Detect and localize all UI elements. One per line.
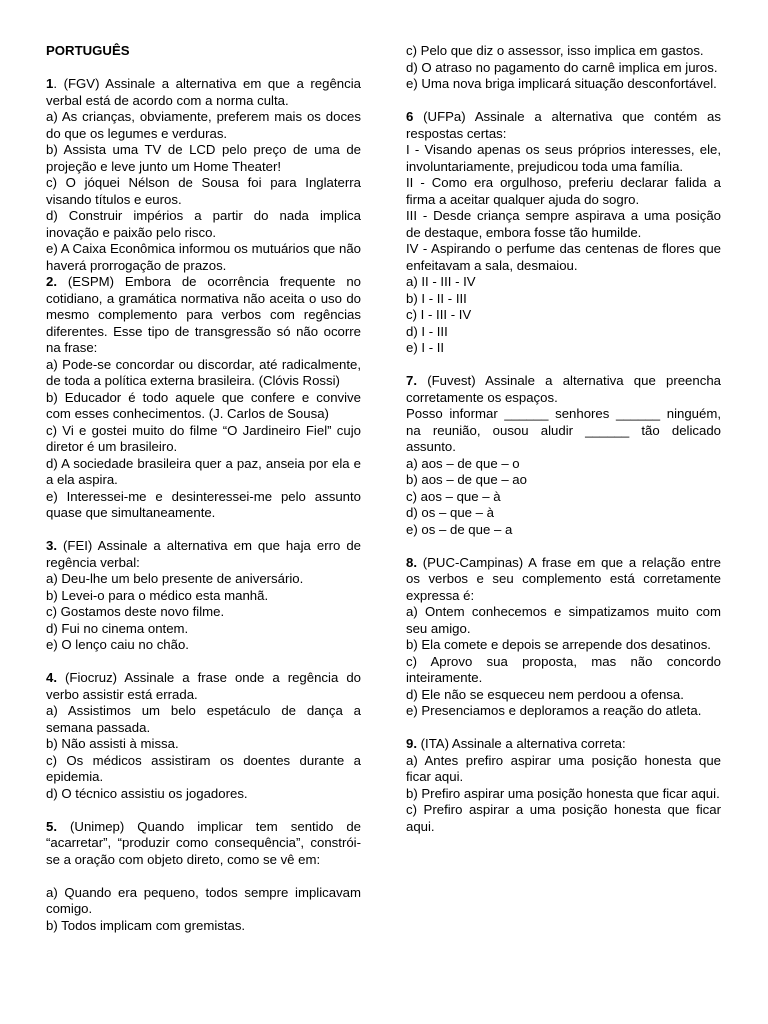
option-a: a) II - III - IV: [406, 274, 476, 289]
option-a: a) Antes prefiro aspirar uma posição honesta que ficar aqui.: [406, 752, 721, 784]
option-c: c) aos – que – à: [406, 488, 501, 504]
option-c: c) Aprovo sua proposta, mas não concordo inteiramente.: [406, 653, 721, 685]
option-b: b) Levei-o para o médico esta manhã.: [46, 587, 269, 603]
option-b: b) aos – de que – ao: [406, 472, 527, 487]
right-column: [406, 43, 721, 852]
question-number: 6: [406, 109, 414, 124]
question-stem: 1. (FGV) Assinale a alternativa em que a regência verbal está de acordo com a norma culta.: [46, 76, 361, 108]
option-e: e) Presenciamos e deploramos a reação do atleta.: [406, 703, 702, 718]
question-9: [406, 736, 721, 835]
question-stem: 5. (Unimep) Quando implicar tem sentido de “acarretar”, “produzir como consequência”, constrói-se a oração com objeto direto, como se vê em:: [46, 818, 361, 867]
left-column: [46, 43, 361, 951]
option-d: d) O atraso no pagamento do carnê implica em juros.: [406, 59, 718, 75]
question-7: [406, 373, 721, 538]
statement-iii: III - Desde criança sempre aspirava a uma posição de destaque, embora fosse tão humilde.: [406, 208, 721, 240]
option-b: b) Educador é todo aquele que confere e convive com esses conhecimentos. (J. Carlos de Sousa): [46, 389, 361, 421]
question-1: [46, 76, 361, 274]
option-e: e) Interessei-me e desinteressei-me pelo assunto quase que simultaneamente.: [46, 488, 361, 520]
question-stem: 3. (FEI) Assinale a alternativa em que haja erro de regência verbal:: [46, 538, 361, 570]
option-e: e) I - II: [406, 340, 445, 355]
question-stem: 4. (Fiocruz) Assinale a frase onde a regência do verbo assistir está errada.: [46, 670, 361, 702]
option-b: b) Todos implicam com gremistas.: [46, 917, 246, 933]
option-b: b) Prefiro aspirar uma posição honesta que ficar aqui.: [406, 785, 720, 801]
question-stem: 2. (ESPM) Embora de ocorrência frequente no cotidiano, a gramática normativa não aceita o uso do mesmo complemento para verbos com regências diferentes. Esse tipo de transgressão só não ocorre na frase:: [46, 274, 361, 355]
question-number: 3.: [46, 538, 57, 553]
option-a: a) aos – de que – o: [406, 455, 520, 471]
option-d: d) os – que – à: [406, 505, 494, 520]
statement-iv: IV - Aspirando o perfume das centenas de flores que enfeitavam a sala, desmaiou.: [406, 241, 721, 273]
statement-i: I - Visando apenas os seus próprios interesses, ele, involuntariamente, prejudicou toda uma família.: [406, 142, 721, 174]
fill-in-sentence: Posso informar ______ senhores ______ ninguém, na reunião, ousou aludir ______ tão delicado assunto.: [406, 406, 721, 454]
option-d: d) I - III: [406, 323, 448, 339]
question-number: 9.: [406, 736, 417, 751]
option-a: a) As crianças, obviamente, preferem mais os doces do que os legumes e verduras.: [46, 109, 361, 141]
option-c: c) Os médicos assistiram os doentes durante a epidemia.: [46, 752, 361, 784]
option-c: c) Gostamos deste novo filme.: [46, 604, 225, 619]
option-d: d) O técnico assistiu os jogadores.: [46, 785, 248, 801]
option-b: b) I - II - III: [406, 290, 467, 306]
question-number: 7.: [406, 373, 417, 388]
question-number: 5.: [46, 818, 57, 834]
option-a: a) Quando era pequeno, todos sempre implicavam comigo.: [46, 884, 361, 916]
option-c: c) Prefiro aspirar a uma posição honesta que ficar aqui.: [406, 802, 721, 834]
option-e: e) Uma nova briga implicará situação desconfortável.: [406, 76, 717, 91]
question-2: [46, 274, 361, 522]
option-c: c) Pelo que diz o assessor, isso implica em gastos.: [406, 43, 704, 58]
option-c: c) O jóquei Nélson de Sousa foi para Inglaterra visando títulos e euros.: [46, 175, 361, 207]
question-number: 8.: [406, 554, 417, 570]
question-3: [46, 538, 361, 654]
spacer: [46, 868, 361, 885]
option-d: d) Ele não se esqueceu nem perdoou a ofensa.: [406, 686, 684, 702]
question-number: 2.: [46, 274, 57, 289]
option-c: c) Vi e gostei muito do filme “O Jardineiro Fiel” cujo diretor é um brasileiro.: [46, 422, 361, 454]
option-c: c) I - III - IV: [406, 307, 472, 322]
option-a: a) Pode-se concordar ou discordar, até radicalmente, de toda a política externa brasileira. (Clóvis Rossi): [46, 356, 361, 388]
option-d: d) Fui no cinema ontem.: [46, 620, 189, 636]
option-b: b) Não assisti à missa.: [46, 736, 179, 751]
option-b: b) Assista uma TV de LCD pelo preço de uma de projeção e leve junto um Home Theater!: [46, 142, 361, 174]
question-5: [46, 819, 361, 935]
question-4: [46, 670, 361, 802]
question-number: 4.: [46, 670, 57, 685]
option-d: d) A sociedade brasileira quer a paz, anseia por ela e a ela aspira.: [46, 455, 361, 487]
option-e: e) A Caixa Econômica informou os mutuários que não haverá prorrogação de prazos.: [46, 241, 361, 273]
question-stem: 7. (Fuvest) Assinale a alternativa que preencha corretamente os espaços.: [406, 373, 721, 405]
question-number: 1: [46, 76, 54, 91]
statement-ii: II - Como era orgulhoso, preferiu declarar falida a firma a aceitar qualquer ajuda do sogro.: [406, 175, 721, 207]
option-e: e) os – de que – a: [406, 521, 513, 537]
option-b: b) Ela comete e depois se arrepende dos desatinos.: [406, 637, 711, 652]
option-a: a) Deu-lhe um belo presente de aniversário.: [46, 571, 304, 586]
question-stem: 9. (ITA) Assinale a alternativa correta:: [406, 736, 626, 751]
option-d: d) Construir impérios a partir do nada implica inovação e paixão pelo risco.: [46, 208, 361, 240]
page-title: PORTUGUÊS: [46, 43, 130, 58]
option-e: e) O lenço caiu no chão.: [46, 637, 189, 652]
option-a: a) Ontem conhecemos e simpatizamos muito com seu amigo.: [406, 604, 721, 636]
question-stem: 6 (UFPa) Assinale a alternativa que contém as respostas certas:: [406, 109, 721, 141]
question-5-continuation: [406, 43, 721, 93]
question-stem: 8. (PUC-Campinas) A frase em que a relação entre os verbos e seu complemento está corretamente expressa é:: [406, 554, 721, 603]
question-6: [406, 109, 721, 357]
question-8: [406, 555, 721, 720]
option-a: a) Assistimos um belo espetáculo de dança a semana passada.: [46, 703, 361, 735]
